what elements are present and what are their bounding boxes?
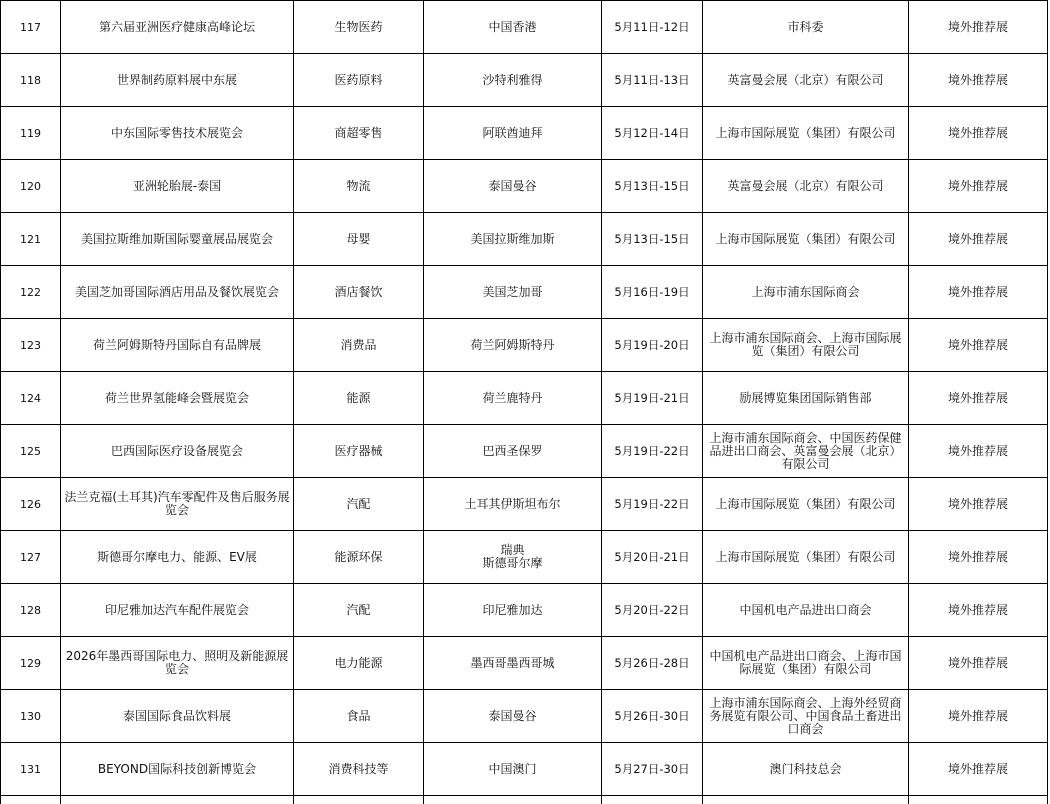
cell-exhibition-name: 亚洲轮胎展-泰国 <box>61 160 294 213</box>
cell-location: 瑞典 斯德哥尔摩 <box>424 531 602 584</box>
cell-date-range: 5月19日-21日 <box>602 372 703 425</box>
cell-location: 中国香港 <box>424 1 602 54</box>
cell-date-range: 5月11日-13日 <box>602 54 703 107</box>
cell-location: 巴西圣保罗 <box>424 425 602 478</box>
cell-location: 墨西哥墨西哥城 <box>424 637 602 690</box>
cell-location: 土耳其伊斯坦布尔 <box>424 478 602 531</box>
cell-organizer: 上海市国际展览（集团）有限公司 <box>703 478 909 531</box>
cell-empty <box>294 796 424 804</box>
cell-row-number: 131 <box>1 743 61 796</box>
cell-industry: 母婴 <box>294 213 424 266</box>
table-row <box>1 584 1048 637</box>
table-row <box>1 319 1048 372</box>
cell-location: 泰国曼谷 <box>424 160 602 213</box>
table-row <box>1 743 1048 796</box>
cell-row-number: 130 <box>1 690 61 743</box>
cell-category: 境外推荐展 <box>909 213 1048 266</box>
cell-exhibition-name: 法兰克福(土耳其)汽车零配件及售后服务展览会 <box>61 478 294 531</box>
cell-date-range: 5月27日-30日 <box>602 743 703 796</box>
cell-date-range: 5月26日-30日 <box>602 690 703 743</box>
table-row <box>1 160 1048 213</box>
cell-exhibition-name: 2026年墨西哥国际电力、照明及新能源展览会 <box>61 637 294 690</box>
cell-location: 阿联酋迪拜 <box>424 107 602 160</box>
cell-empty <box>602 796 703 804</box>
cell-location: 中国澳门 <box>424 743 602 796</box>
table-row <box>1 637 1048 690</box>
cell-empty <box>424 796 602 804</box>
cell-location: 美国芝加哥 <box>424 266 602 319</box>
cell-industry: 商超零售 <box>294 107 424 160</box>
cell-empty <box>61 796 294 804</box>
cell-organizer: 上海市国际展览（集团）有限公司 <box>703 213 909 266</box>
cell-row-number: 126 <box>1 478 61 531</box>
cell-organizer: 上海市浦东国际商会、上海外经贸商务展览有限公司、中国食品土畜进出口商会 <box>703 690 909 743</box>
cell-row-number: 120 <box>1 160 61 213</box>
table-row <box>1 690 1048 743</box>
cell-organizer: 上海市浦东国际商会、中国医药保健品进出口商会、英富曼会展（北京）有限公司 <box>703 425 909 478</box>
table-row <box>1 54 1048 107</box>
cell-category: 境外推荐展 <box>909 425 1048 478</box>
cell-organizer: 上海市国际展览（集团）有限公司 <box>703 107 909 160</box>
cell-industry: 医疗器械 <box>294 425 424 478</box>
cell-row-number: 122 <box>1 266 61 319</box>
table-row <box>1 478 1048 531</box>
table-row <box>1 372 1048 425</box>
cell-date-range: 5月26日-28日 <box>602 637 703 690</box>
cell-industry: 消费科技等 <box>294 743 424 796</box>
cell-location: 泰国曼谷 <box>424 690 602 743</box>
table-row <box>1 1 1048 54</box>
cell-category: 境外推荐展 <box>909 584 1048 637</box>
cell-exhibition-name: 第六届亚洲医疗健康高峰论坛 <box>61 1 294 54</box>
cell-category: 境外推荐展 <box>909 478 1048 531</box>
table-row <box>1 213 1048 266</box>
cell-category: 境外推荐展 <box>909 743 1048 796</box>
cell-date-range: 5月13日-15日 <box>602 160 703 213</box>
cell-organizer: 励展博览集团国际销售部 <box>703 372 909 425</box>
cell-industry: 能源 <box>294 372 424 425</box>
cell-date-range: 5月20日-21日 <box>602 531 703 584</box>
cell-industry: 医药原料 <box>294 54 424 107</box>
cell-exhibition-name: 斯德哥尔摩电力、能源、EV展 <box>61 531 294 584</box>
cell-row-number: 128 <box>1 584 61 637</box>
cell-industry: 食品 <box>294 690 424 743</box>
cell-industry: 生物医药 <box>294 1 424 54</box>
cell-exhibition-name: 荷兰阿姆斯特丹国际自有品牌展 <box>61 319 294 372</box>
table-body <box>1 1 1048 804</box>
cell-category: 境外推荐展 <box>909 372 1048 425</box>
cell-date-range: 5月11日-12日 <box>602 1 703 54</box>
cell-exhibition-name: 中东国际零售技术展览会 <box>61 107 294 160</box>
cell-exhibition-name: 泰国国际食品饮料展 <box>61 690 294 743</box>
cell-date-range: 5月19日-22日 <box>602 425 703 478</box>
cell-exhibition-name: BEYOND国际科技创新博览会 <box>61 743 294 796</box>
cell-empty <box>1 796 61 804</box>
table-row <box>1 531 1048 584</box>
cell-location: 沙特利雅得 <box>424 54 602 107</box>
cell-row-number: 118 <box>1 54 61 107</box>
cell-date-range: 5月16日-19日 <box>602 266 703 319</box>
cell-date-range: 5月19日-20日 <box>602 319 703 372</box>
cell-row-number: 129 <box>1 637 61 690</box>
cell-row-number: 117 <box>1 1 61 54</box>
cell-date-range: 5月20日-22日 <box>602 584 703 637</box>
cell-organizer: 英富曼会展（北京）有限公司 <box>703 54 909 107</box>
cell-row-number: 119 <box>1 107 61 160</box>
cell-row-number: 125 <box>1 425 61 478</box>
cell-industry: 电力能源 <box>294 637 424 690</box>
cell-industry: 酒店餐饮 <box>294 266 424 319</box>
cell-organizer: 上海市国际展览（集团）有限公司 <box>703 531 909 584</box>
cell-empty <box>909 796 1048 804</box>
cell-location: 荷兰阿姆斯特丹 <box>424 319 602 372</box>
cell-row-number: 124 <box>1 372 61 425</box>
cell-organizer: 英富曼会展（北京）有限公司 <box>703 160 909 213</box>
cell-category: 境外推荐展 <box>909 690 1048 743</box>
cell-category: 境外推荐展 <box>909 107 1048 160</box>
cell-organizer: 澳门科技总会 <box>703 743 909 796</box>
cell-category: 境外推荐展 <box>909 160 1048 213</box>
cell-organizer: 上海市浦东国际商会、上海市国际展览（集团）有限公司 <box>703 319 909 372</box>
cell-category: 境外推荐展 <box>909 319 1048 372</box>
cell-location: 荷兰鹿特丹 <box>424 372 602 425</box>
cell-row-number: 127 <box>1 531 61 584</box>
cell-organizer: 中国机电产品进出口商会、上海市国际展览（集团）有限公司 <box>703 637 909 690</box>
cell-date-range: 5月19日-22日 <box>602 478 703 531</box>
cell-industry: 汽配 <box>294 584 424 637</box>
cell-organizer: 中国机电产品进出口商会 <box>703 584 909 637</box>
cell-exhibition-name: 美国拉斯维加斯国际婴童展品展览会 <box>61 213 294 266</box>
cell-industry: 汽配 <box>294 478 424 531</box>
cell-category: 境外推荐展 <box>909 1 1048 54</box>
cell-exhibition-name: 荷兰世界氢能峰会暨展览会 <box>61 372 294 425</box>
table-row <box>1 107 1048 160</box>
cell-organizer: 市科委 <box>703 1 909 54</box>
cell-row-number: 123 <box>1 319 61 372</box>
cell-exhibition-name: 美国芝加哥国际酒店用品及餐饮展览会 <box>61 266 294 319</box>
cell-date-range: 5月12日-14日 <box>602 107 703 160</box>
cell-exhibition-name: 巴西国际医疗设备展览会 <box>61 425 294 478</box>
cell-industry: 物流 <box>294 160 424 213</box>
table-row <box>1 266 1048 319</box>
cell-empty <box>703 796 909 804</box>
cell-category: 境外推荐展 <box>909 266 1048 319</box>
cell-location: 印尼雅加达 <box>424 584 602 637</box>
cell-industry: 能源环保 <box>294 531 424 584</box>
table-row <box>1 425 1048 478</box>
cell-location: 美国拉斯维加斯 <box>424 213 602 266</box>
cell-row-number: 121 <box>1 213 61 266</box>
table-row-partial <box>1 796 1048 804</box>
cell-organizer: 上海市浦东国际商会 <box>703 266 909 319</box>
cell-category: 境外推荐展 <box>909 54 1048 107</box>
cell-industry: 消费品 <box>294 319 424 372</box>
cell-exhibition-name: 世界制药原料展中东展 <box>61 54 294 107</box>
cell-exhibition-name: 印尼雅加达汽车配件展览会 <box>61 584 294 637</box>
cell-category: 境外推荐展 <box>909 531 1048 584</box>
cell-date-range: 5月13日-15日 <box>602 213 703 266</box>
cell-category: 境外推荐展 <box>909 637 1048 690</box>
